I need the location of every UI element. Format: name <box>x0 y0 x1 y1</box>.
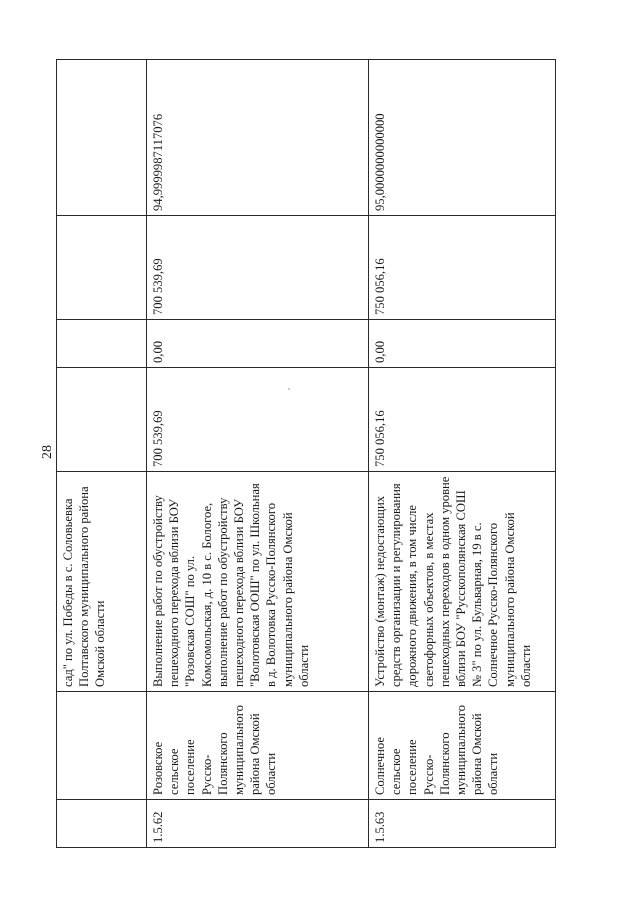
rotated-page <box>56 60 556 848</box>
row-id <box>57 800 147 848</box>
description-cell: сад" по ул. Победы в с. Соловьевка Полтавского муниципального района Омской области <box>57 472 147 692</box>
description-cell: Устройство (монтаж) недостающих средств организации и регулирования дорожного движения, в том числе светофорных объектов, в местах пешеходных переходов в одном уровне вблизи БОУ "Русскополянская СОШ № 3" по ул. Бульварная, 19 в с. Солнечное Русско-Полянского муниципального района Омской области <box>369 472 556 692</box>
row-id: 1.5.62 <box>147 800 369 848</box>
amount-total-cell: 750 056,16 <box>369 368 556 472</box>
row-id: 1.5.63 <box>369 800 556 848</box>
recipient-cell: Розовское сельское поселение Русско-Полянского муниципального района Омской области <box>147 692 369 800</box>
recipient-cell: Солнечное сельское поселение Русско-Полянского муниципального района Омской области <box>369 692 556 800</box>
amount-3-cell <box>57 216 147 320</box>
amount-2-cell: 0,00 <box>147 320 369 368</box>
share-cell <box>57 60 147 216</box>
scan-speck <box>288 388 290 390</box>
budget-table <box>56 59 556 848</box>
amount-2-cell <box>57 320 147 368</box>
amount-total-cell <box>57 368 147 472</box>
amount-total-cell: 700 539,69 <box>147 368 369 472</box>
description-cell: Выполнение работ по обустройству пешеходного перехода вблизи БОУ "Розовская СОШ" по ул. Комсомольская, д. 10 в с. Бологое, выполнение работ по обустройству пешеходного перехода вблизи БОУ "Волотовская ООШ" по ул. Школьная в д. Волотовка Русско-Полянского муниципального района Омской области <box>147 472 369 692</box>
amount-2-cell: 0,00 <box>369 320 556 368</box>
amount-3-cell: 750 056,16 <box>369 216 556 320</box>
table-row <box>369 60 556 848</box>
share-cell: 95,0000000000000 <box>369 60 556 216</box>
recipient-cell <box>57 692 147 800</box>
share-cell: 94,9999987117076 <box>147 60 369 216</box>
table-row <box>147 60 369 848</box>
page-number: 28 <box>40 445 55 459</box>
table-row <box>57 60 147 848</box>
amount-3-cell: 700 539,69 <box>147 216 369 320</box>
